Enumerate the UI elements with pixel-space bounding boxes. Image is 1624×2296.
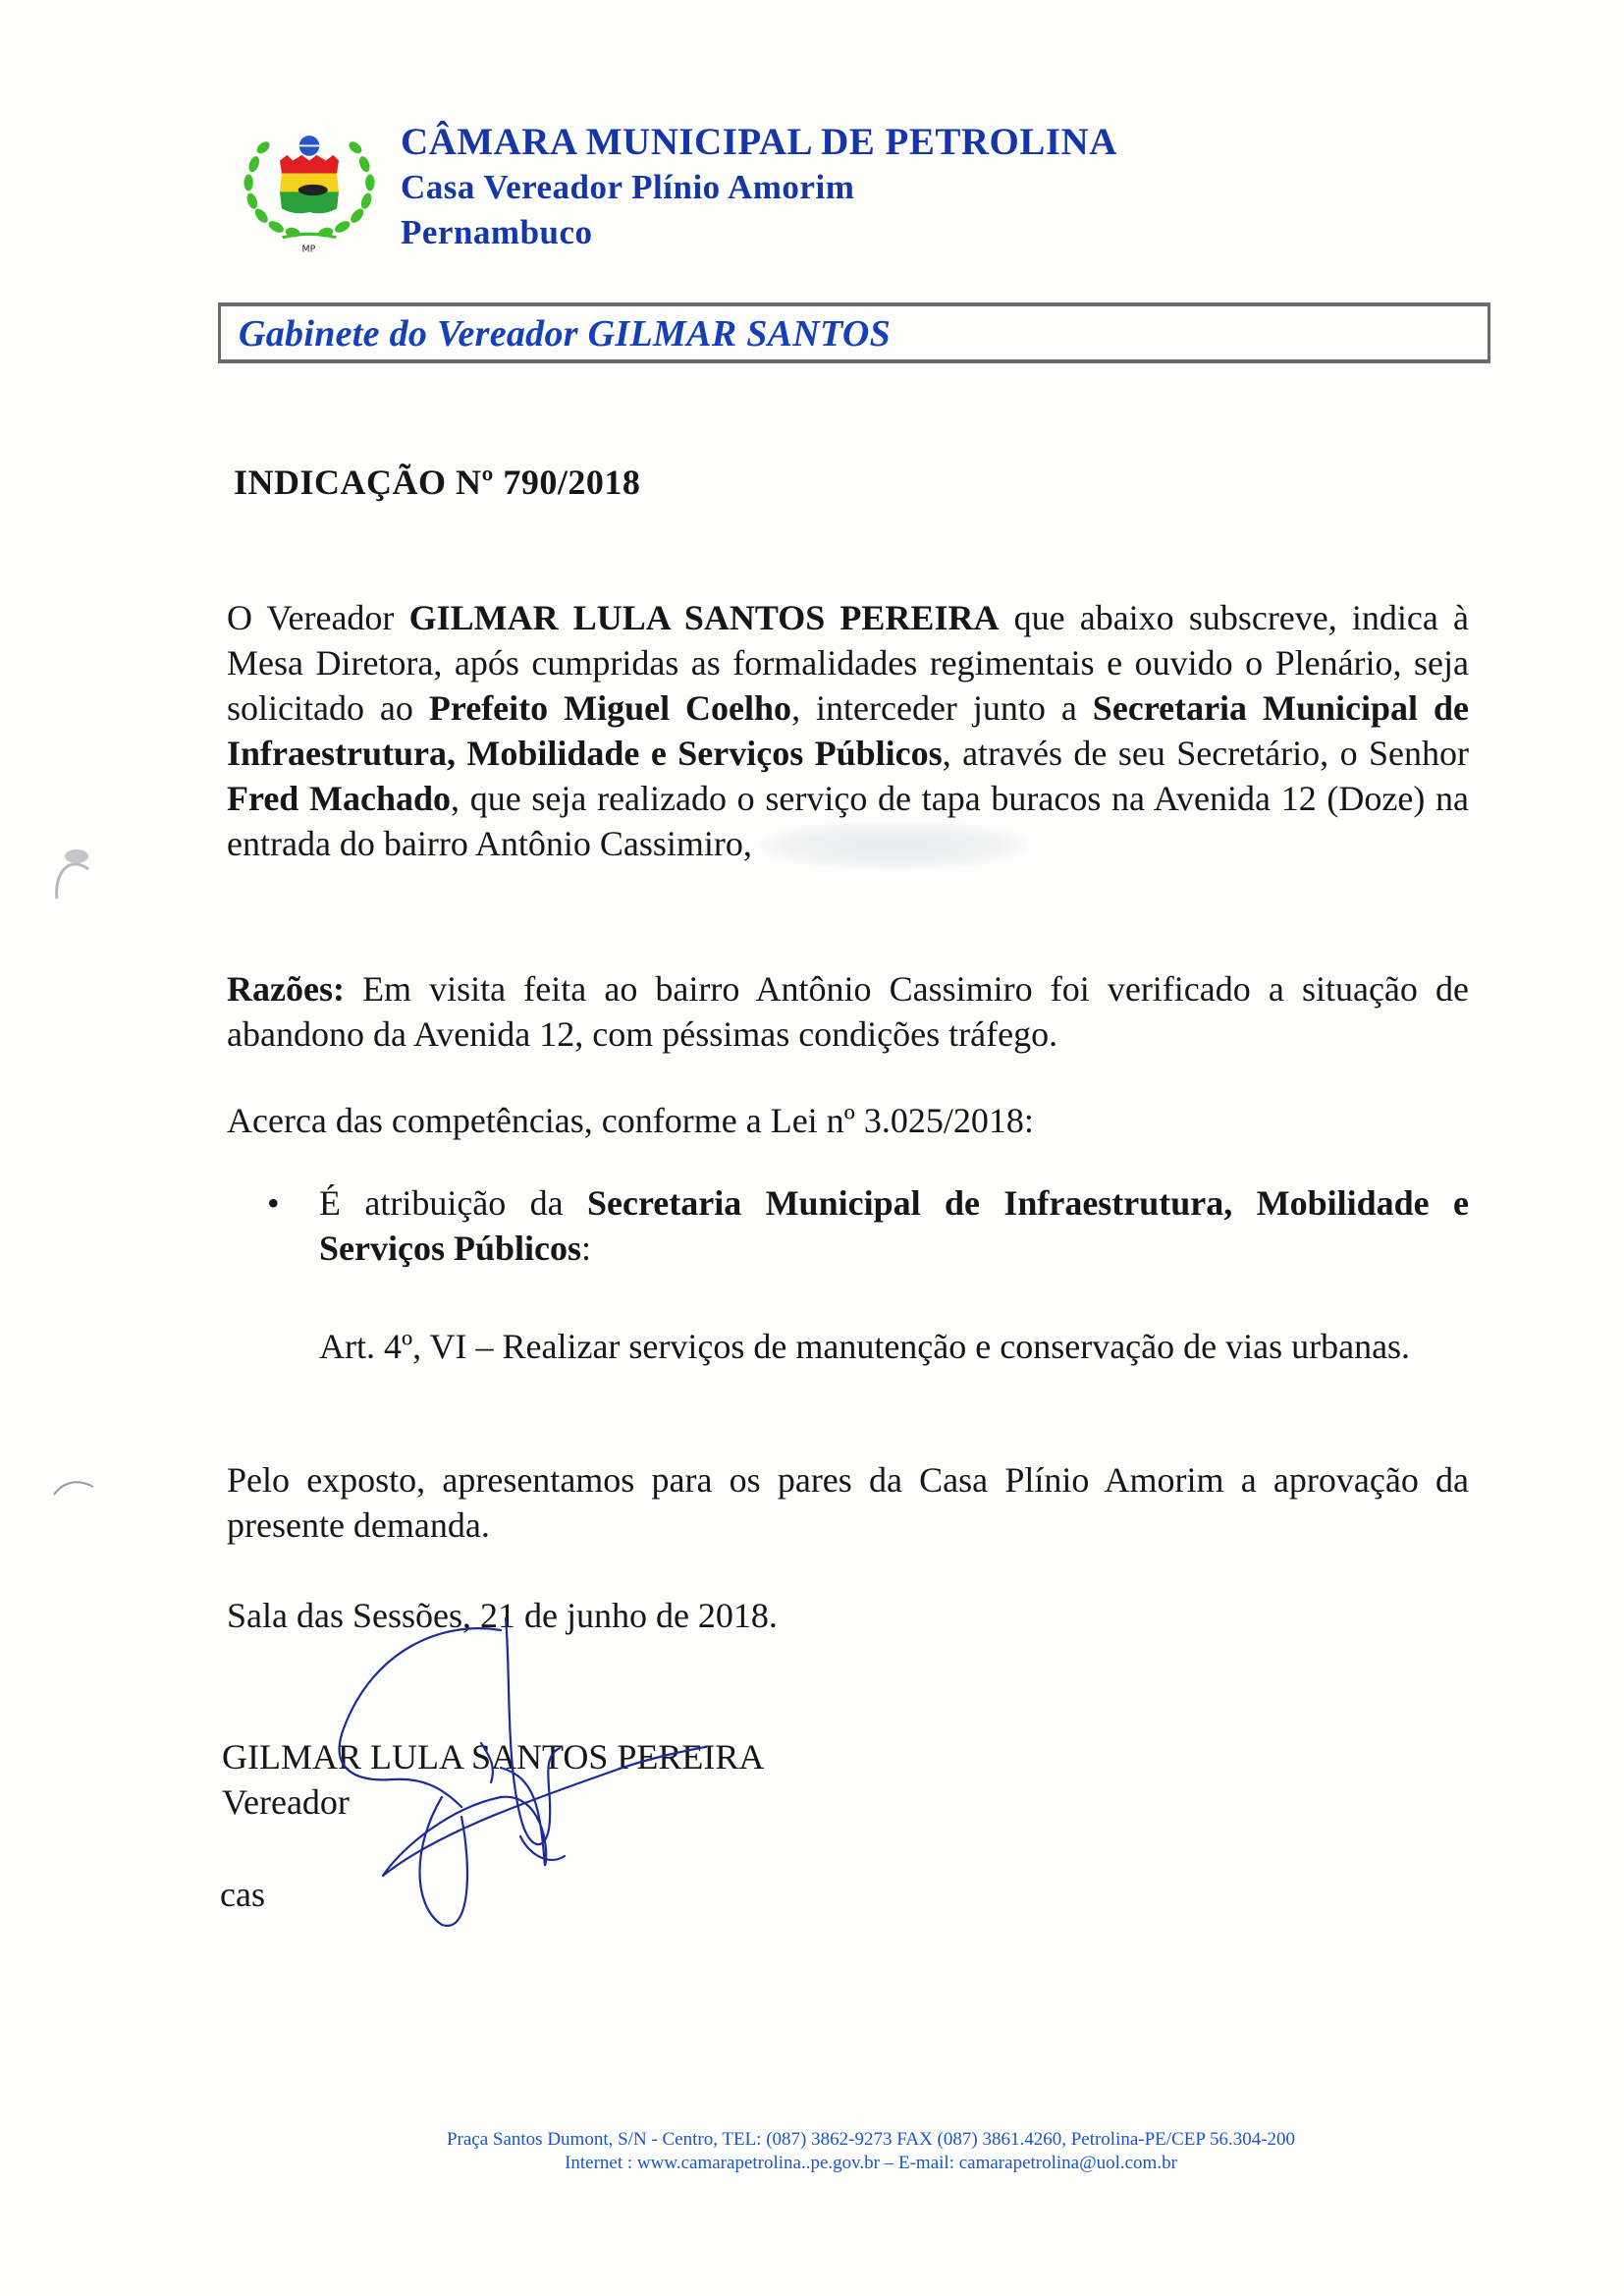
bullet-text-part: :: [581, 1229, 592, 1268]
intro-text: que abaixo subscreve, indica à Mesa Diretora, após cumpridas as formalidades regimentais e ouvido o Plenário, seja solicitado ao: [227, 598, 1469, 728]
bullet-text-part: É atribuição da: [319, 1183, 587, 1223]
footer-contact: Internet : www.camarapetrolina..pe.gov.br – E-mail: camarapetrolina@uol.com.br: [565, 2153, 1177, 2173]
redacted-area: [761, 822, 1026, 869]
intro-text: , interceder junto a: [791, 688, 1093, 728]
closing-paragraph: Pelo exposto, apresentamos para os pares da Casa Plínio Amorim a aprovação da presente demanda.: [227, 1460, 1469, 1545]
bullet-item: [267, 1180, 1469, 1271]
secretary-name: Fred Machado: [227, 779, 452, 818]
institution-header: [401, 120, 1117, 255]
reasons-label: Razões:: [227, 969, 345, 1009]
institution-name: CÂMARA MUNICIPAL DE PETROLINA: [401, 121, 1117, 163]
bullet-icon: •: [267, 1183, 280, 1223]
intro-text: , através de seu Secretário, o Senhor: [942, 734, 1469, 773]
competence-intro: Acerca das competências, conforme a Lei nº 3.025/2018:: [227, 1101, 1034, 1140]
typist-initials: cas: [220, 1875, 265, 1914]
scan-mark-icon: [49, 1473, 98, 1503]
secretariat-name: Secretaria Municipal de Infraestrutura, Mobilidade e Serviços Públicos: [319, 1183, 1469, 1268]
mayor-name: Prefeito Miguel Coelho: [428, 688, 792, 728]
svg-text:MP: MP: [301, 244, 316, 255]
office-box: [218, 302, 1490, 363]
bullet-text: [319, 1180, 1469, 1271]
document-title: INDICAÇÃO Nº 790/2018: [234, 463, 641, 502]
footer-address: Praça Santos Dumont, S/N - Centro, TEL: (087) 3862-9273 FAX (087) 3861.4260, Petrolina-PE/CEP 56.304-200: [446, 2129, 1296, 2150]
secretariat-name: Secretaria Municipal de Infraestrutura, Mobilidade e Serviços Públicos: [227, 688, 1470, 773]
scan-mark-icon: [49, 845, 98, 903]
signatory-name: GILMAR LULA SANTOS PEREIRA: [222, 1737, 765, 1777]
reasons-paragraph: [227, 966, 1469, 1057]
intro-paragraph: [227, 595, 1469, 869]
intro-text: , que seja realizado o serviço de tapa buracos na Avenida 12 (Doze) na entrada do bairro Antônio Cassimiro,: [227, 779, 1470, 863]
councilor-name: GILMAR LULA SANTOS PEREIRA: [408, 598, 1000, 637]
house-name: Casa Vereador Plínio Amorim: [401, 168, 855, 206]
article-text: Art. 4º, VI – Realizar serviços de manutenção e conservação de vias urbanas.: [319, 1327, 1411, 1366]
office-title: Gabinete do Vereador GILMAR SANTOS: [239, 313, 892, 355]
intro-text: O Vereador: [227, 598, 409, 637]
signatory-role: Vereador: [222, 1782, 350, 1822]
state-name: Pernambuco: [401, 213, 593, 251]
date-line: Sala das Sessões, 21 de junho de 2018.: [227, 1596, 778, 1635]
coat-of-arms-logo: [236, 118, 383, 260]
reasons-text: Em visita feita ao bairro Antônio Cassimiro foi verificado a situação de abandono da Avenida 12, com péssimas condições tráfego.: [227, 969, 1469, 1054]
